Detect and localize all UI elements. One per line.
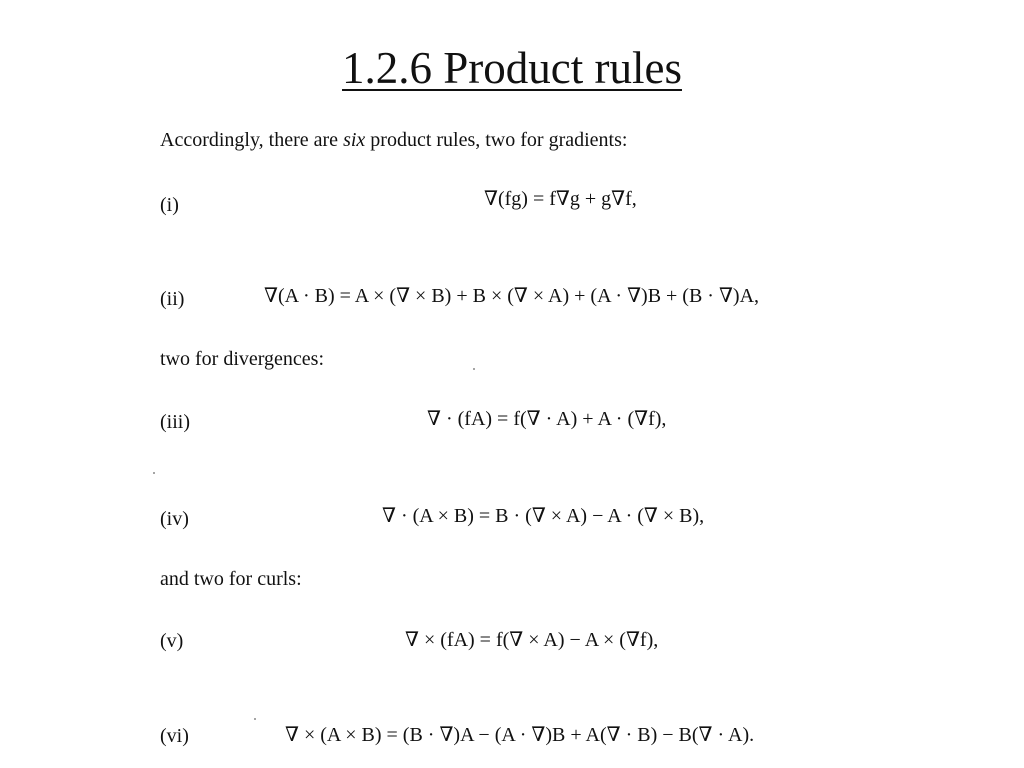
scan-speck: [254, 718, 256, 720]
rule-label-iii: (iii): [160, 411, 190, 433]
rule-equation-i: ∇(fg) = f∇g + g∇f,: [484, 188, 637, 210]
curls-text: and two for curls:: [160, 568, 302, 590]
rule-label-iv: (iv): [160, 508, 189, 530]
rule-label-i: (i): [160, 194, 179, 216]
intro-text: [160, 127, 627, 153]
divergences-text: two for divergences:: [160, 348, 325, 370]
intro-text-after: product rules, two for gradients:: [365, 129, 628, 151]
scan-speck: [473, 368, 475, 370]
rule-label-ii: (ii): [160, 288, 185, 310]
rule-equation-iii: ∇ · (fA) = f(∇ · A) + A · (∇f),: [427, 408, 667, 430]
rule-equation-iv: ∇ · (A × B) = B · (∇ × A) − A · (∇ × B),: [382, 505, 705, 527]
rule-label-vi: (vi): [160, 725, 189, 747]
rule-equation-ii: ∇(A · B) = A × (∇ × B) + B × (∇ × A) + (A · ∇)B + (B · ∇)A,: [264, 285, 760, 307]
rule-equation-v: ∇ × (fA) = f(∇ × A) − A × (∇f),: [405, 629, 659, 651]
intro-text-before: Accordingly, there are: [160, 129, 344, 151]
rule-label-v: (v): [160, 630, 184, 652]
intro-text-emphasis: six: [343, 129, 366, 151]
rule-equation-vi: ∇ × (A × B) = (B · ∇)A − (A · ∇)B + A(∇ · B) − B(∇ · A).: [285, 724, 755, 746]
page-title: 1.2.6 Product rules: [342, 43, 682, 93]
scan-speck: [153, 472, 155, 474]
